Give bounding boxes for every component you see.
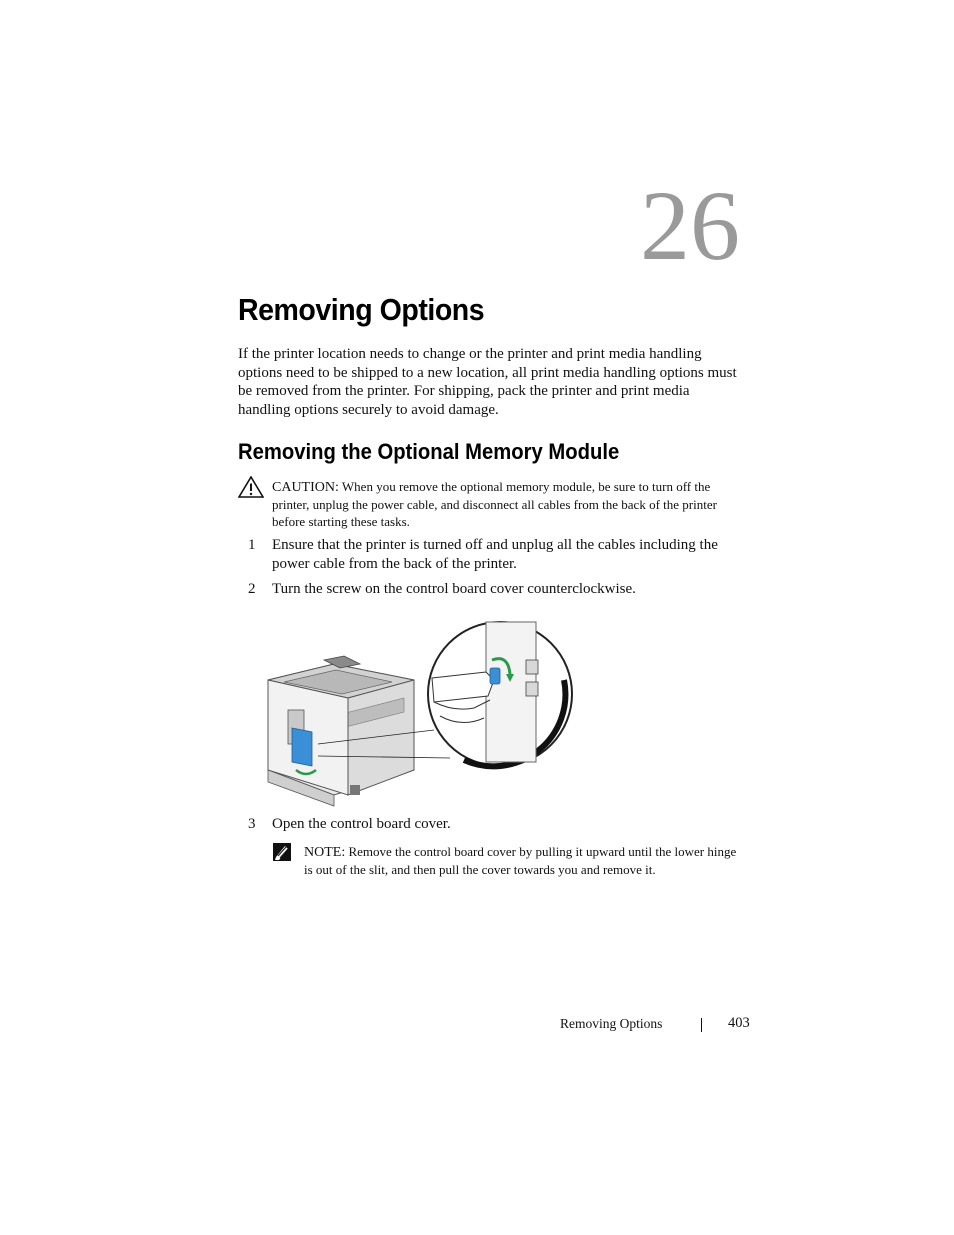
chapter-number: 26 xyxy=(640,170,740,281)
caution-text: When you remove the optional memory module, be sure to turn off the printer, unplug the power cable, and disconnect all cables from the back of the printer before starting these tasks. xyxy=(272,479,717,529)
printer-body xyxy=(268,656,414,806)
step-number: 2 xyxy=(248,581,256,597)
step-3 xyxy=(248,815,738,834)
intro-paragraph: If the printer location needs to change or the printer and print media handling options need to be shipped to a new location, all print media handling options must be removed from the printer. For shipping, pack the printer and print media handling options securely to avoid damage. xyxy=(238,346,737,419)
footer-chapter-title: Removing Options xyxy=(560,1016,663,1031)
step-2 xyxy=(248,580,738,599)
caution-label: CAUTION: xyxy=(272,480,339,495)
printer-illustration xyxy=(264,620,574,812)
step-text: Turn the screw on the control board cover counterclockwise. xyxy=(272,581,636,597)
note-label: NOTE: xyxy=(304,845,346,860)
caution-icon xyxy=(238,476,264,498)
note-pencil-icon xyxy=(272,842,292,862)
section-title: Removing the Optional Memory Module xyxy=(238,439,620,464)
step-number: 3 xyxy=(248,816,256,832)
chapter-title: Removing Options xyxy=(238,292,485,327)
note-block xyxy=(304,843,744,878)
step-text: Ensure that the printer is turned off and unplug all the cables including the power cable from the back of the printer. xyxy=(272,537,718,572)
step-1 xyxy=(248,536,738,573)
page-number: 403 xyxy=(728,1015,750,1031)
footer-separator xyxy=(701,1018,702,1032)
step-text: Open the control board cover. xyxy=(272,816,451,832)
step-number: 1 xyxy=(248,537,256,553)
note-text: Remove the control board cover by pulling it upward until the lower hinge is out of the slit, and then pull the cover towards you and remove it. xyxy=(304,844,737,877)
caution-block xyxy=(272,478,747,530)
zoom-detail xyxy=(428,622,572,766)
